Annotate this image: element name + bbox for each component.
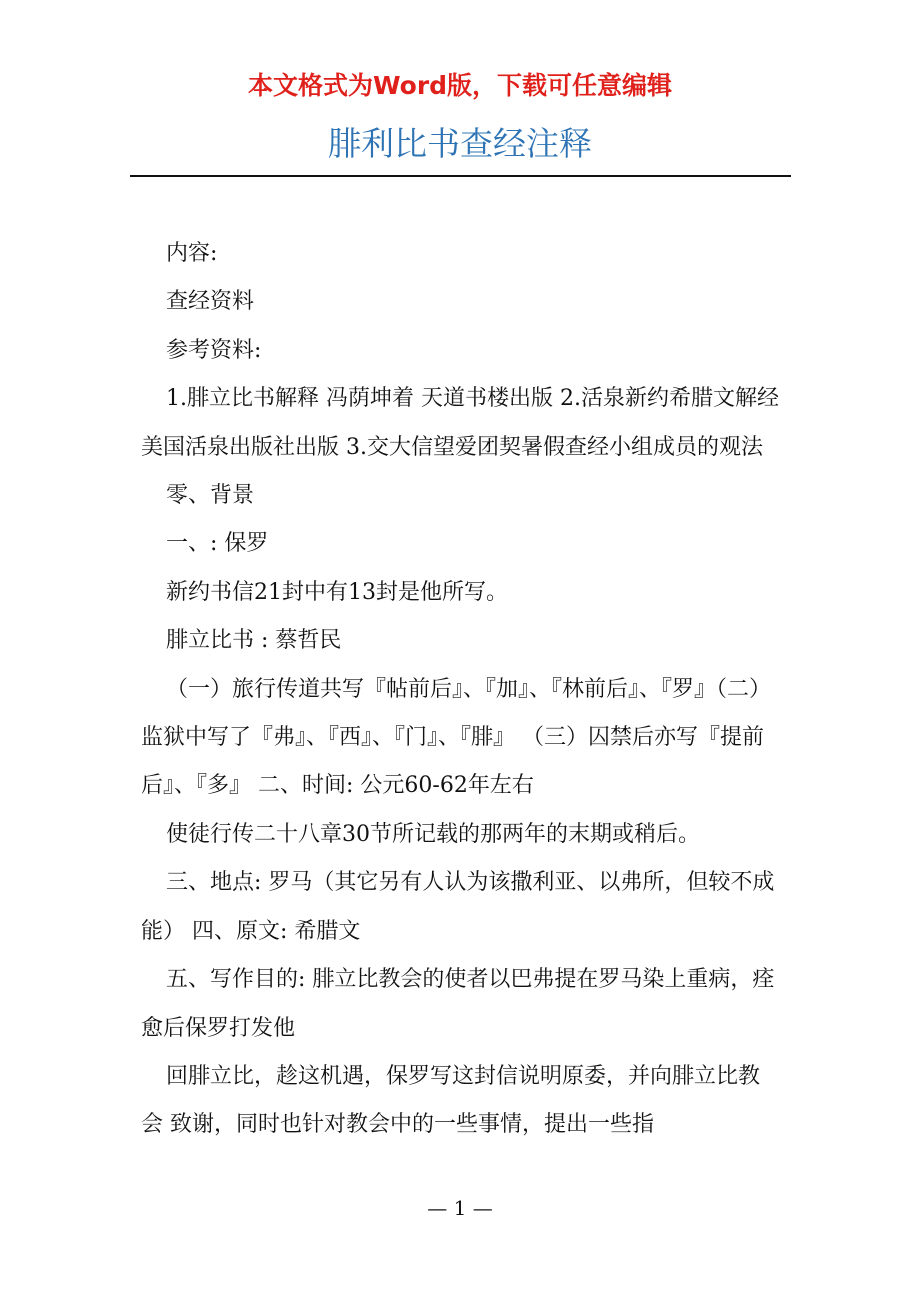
document-body xyxy=(141,230,781,1150)
paragraph-acts-reference: 使徒行传二十八章30节所记载的那两年的末期或稍后。 xyxy=(166,821,700,847)
paragraph-location-language: 三、地点: 罗马（其它另有人认为该撒利亚、以弗所，但较不成能） 四、原文: 希腊文 xyxy=(141,870,775,944)
paragraph-study-materials: 查经资料 xyxy=(166,289,255,315)
paragraph-writings-periods: （一）旅行传道共写『帖前后』、『加』、『林前后』、『罗』（二）监狱中写了『弗』、『西』、『门』、『腓』 （三）囚禁后亦写『提前后』、『多』 二、时间: 公元60-62年左右 xyxy=(141,676,772,799)
paragraph-references-list: 1.腓立比书解释 冯荫坤着 天道书楼出版 2.活泉新约希腊文解经 美国活泉出版社出版 3.交大信望爱团契暑假查经小组成员的观法 xyxy=(141,386,779,460)
paragraph-epistle-count: 新约书信21封中有13封是他所写。 xyxy=(166,579,508,605)
paragraph-book-author-line: 腓立比书 : 蔡哲民 xyxy=(166,628,342,654)
paragraph-section-background: 零、背景 xyxy=(166,483,255,509)
paragraph-purpose-continued: 回腓立比，趁这机遇，保罗写这封信说明原委，并向腓立比教会 致谢，同时也针对教会中的一些事情，提出一些指 xyxy=(141,1063,761,1138)
title-divider xyxy=(130,175,791,177)
page-number: — 1 — xyxy=(427,1196,493,1220)
paragraph-contents-label: 内容: xyxy=(166,241,218,266)
paragraph-references-label: 参考资料: xyxy=(166,337,262,363)
document-title: 腓利比书查经注释 xyxy=(328,124,592,163)
download-notice-banner: 本文格式为Word版，下载可任意编辑 xyxy=(247,71,673,100)
paragraph-author: 一、: 保罗 xyxy=(166,531,269,557)
paragraph-purpose: 五、写作目的: 腓立比教会的使者以巴弗提在罗马染上重病，痊愈后保罗打发他 xyxy=(141,967,775,1041)
